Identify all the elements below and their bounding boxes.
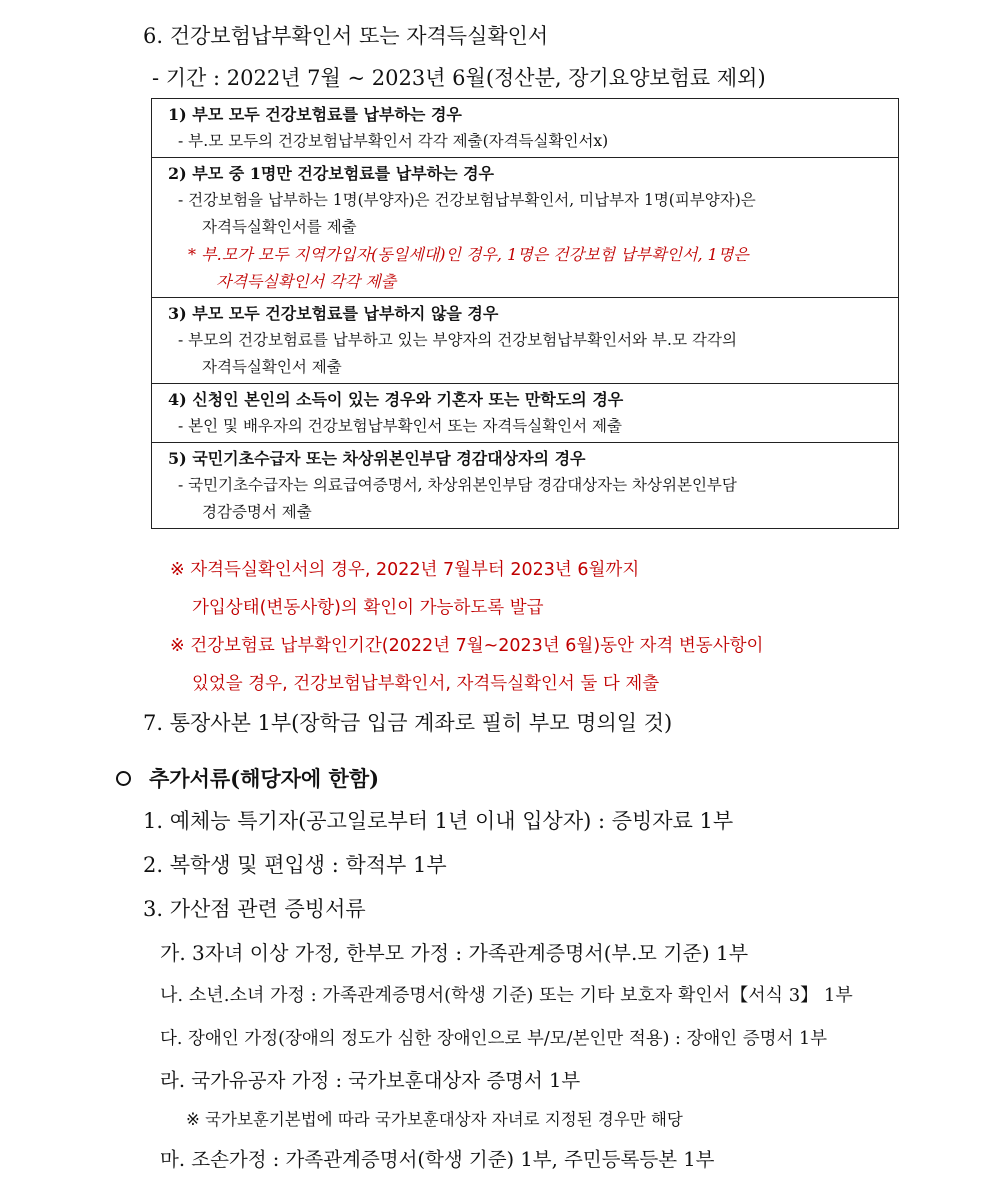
list-item: 1. 예체능 특기자(공고일로부터 1년 이내 입상자) : 증빙자료 1부 <box>143 809 734 833</box>
sub-item: 라. 국가유공자 가정 : 국가보훈대상자 증명서 1부 <box>160 1069 581 1092</box>
insurance-cases-table <box>151 98 899 529</box>
item6-period: - 기간 : 2022년 7월 ~ 2023년 6월(정산분, 장기요양보험료 제외) <box>152 66 766 90</box>
row-line: - 부․모 모두의 건강보험납부확인서 각각 제출(자격득실확인서x) <box>178 132 609 150</box>
item6-title: 6. 건강보험납부확인서 또는 자격득실확인서 <box>143 24 549 48</box>
row-line-cont: 경감증명서 제출 <box>202 503 312 521</box>
row-title: 4) 신청인 본인의 소득이 있는 경우와 기혼자 또는 만학도의 경우 <box>168 390 624 409</box>
row-title: 3) 부모 모두 건강보험료를 납부하지 않을 경우 <box>168 304 499 323</box>
row-line: - 건강보험을 납부하는 1명(부양자)은 건강보험납부확인서, 미납부자 1명(피부양자)은 <box>178 191 756 209</box>
row-note: * 부․모가 모두 지역가입자(동일세대)인 경우, 1명은 건강보험 납부확인서, 1명은 <box>188 245 749 264</box>
row-line-cont: 자격득실확인서 제출 <box>202 358 342 376</box>
table-row <box>152 99 898 158</box>
table-row <box>152 158 898 298</box>
row-title: 2) 부모 중 1명만 건강보험료를 납부하는 경우 <box>168 164 495 183</box>
red-note-1: ※ 자격득실확인서의 경우, 2022년 7월부터 2023년 6월까지 <box>170 560 640 580</box>
row-line: - 부모의 건강보험료를 납부하고 있는 부양자의 건강보험납부확인서와 부․모 각각의 <box>178 331 737 349</box>
sub-item: 나. 소년․소녀 가정 : 가족관계증명서(학생 기준) 또는 기타 보호자 확인서【서식 3】 1부 <box>160 985 853 1006</box>
red-note-2: ※ 건강보험료 납부확인기간(2022년 7월~2023년 6월)동안 자격 변동사항이 <box>170 636 764 656</box>
additional-heading-text: 추가서류(해당자에 한함) <box>149 766 380 791</box>
red-note-2-cont: 있었을 경우, 건강보험납부확인서, 자격득실확인서 둘 다 제출 <box>192 674 660 694</box>
list-item: 3. 가산점 관련 증빙서류 <box>143 897 366 921</box>
row-line: - 국민기초수급자는 의료급여증명서, 차상위본인부담 경감대상자는 차상위본인부담 <box>178 476 737 494</box>
table-row <box>152 443 898 528</box>
row-line: - 본인 및 배우자의 건강보험납부확인서 또는 자격득실확인서 제출 <box>178 417 622 435</box>
sub-item: 다. 장애인 가정(장애의 정도가 심한 장애인으로 부/모/본인만 적용) : 장애인 증명서 1부 <box>160 1029 828 1049</box>
item7: 7. 통장사본 1부(장학금 입금 계좌로 필히 부모 명의일 것) <box>143 711 673 735</box>
list-item: 2. 복학생 및 편입생 : 학적부 1부 <box>143 853 447 877</box>
row-line-cont: 자격득실확인서를 제출 <box>202 218 357 236</box>
red-note-1-cont: 가입상태(변동사항)의 확인이 가능하도록 발급 <box>192 598 544 618</box>
row-note-cont: 자격득실확인서 각각 제출 <box>216 272 397 291</box>
table-row <box>152 384 898 443</box>
additional-heading <box>116 763 379 793</box>
sub-item: 가. 3자녀 이상 가정, 한부모 가정 : 가족관계증명서(부․모 기준) 1부 <box>160 941 749 965</box>
veteran-note: ※ 국가보훈기본법에 따라 국가보훈대상자 자녀로 지정된 경우만 해당 <box>186 1110 683 1129</box>
sub-item: 마. 조손가정 : 가족관계증명서(학생 기준) 1부, 주민등록등본 1부 <box>160 1148 715 1171</box>
row-title: 5) 국민기초수급자 또는 차상위본인부담 경감대상자의 경우 <box>168 449 586 468</box>
table-row <box>152 298 898 384</box>
circle-bullet-icon <box>116 771 131 786</box>
row-title: 1) 부모 모두 건강보험료를 납부하는 경우 <box>168 105 462 124</box>
